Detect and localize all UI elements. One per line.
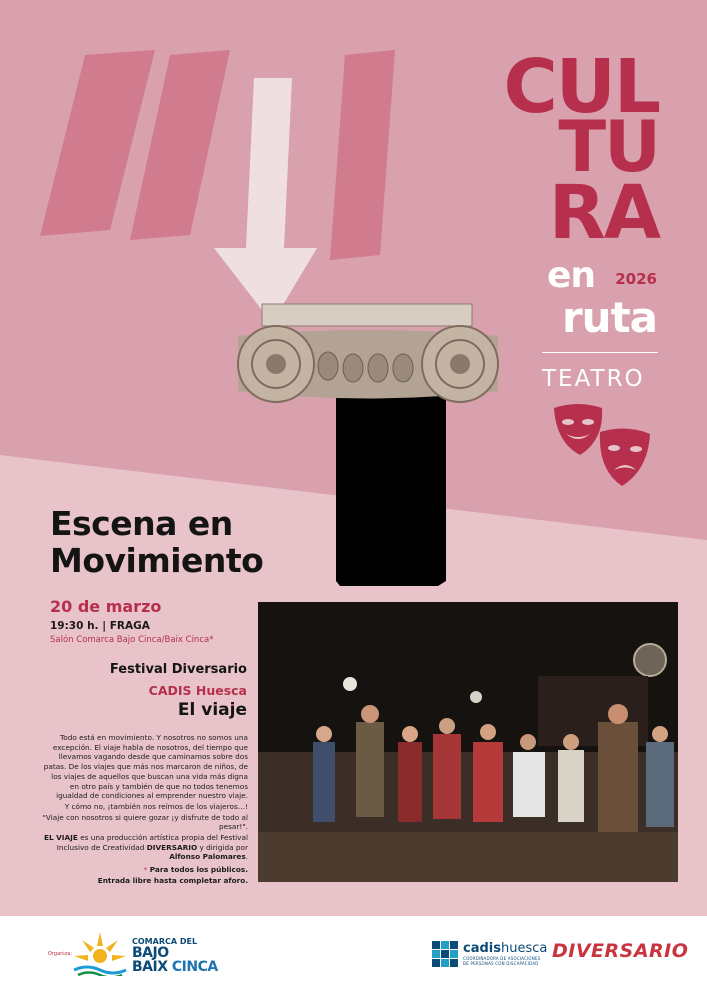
- credit-end: .: [245, 852, 248, 862]
- description-paragraph: Todo está en movimiento. Y nosotros no somos una excepción. El viaje habla de nosotros, del tiempo que llevamos vagando desde que caminamos sobre dos patas. De los viajes que más nos marcaron de niños, de los viajes de aquellos que buscan una vida más digna en otro país y también de que no todos tenemos igualdad de condiciones al emprender nuestro viaje.: [43, 733, 248, 801]
- production-credit: [40, 833, 248, 862]
- description-quote: "Viaje con nosotros si quiere gozar ¡y disfrute de todo al pesar!".: [42, 812, 248, 832]
- organizer-name: CADIS Huesca: [148, 683, 247, 698]
- note-audience: Para todos los públicos.: [147, 865, 248, 875]
- entry-note: [40, 876, 248, 886]
- organizer-label: Organiza:: [48, 951, 73, 957]
- brand-title-line-2: TU: [558, 106, 659, 188]
- cadis-subtitle: COORDINADORA DE ASOCIACIONES DE PERSONAS CON DISCAPACIDAD: [463, 956, 541, 966]
- comarca-line-1: COMARCA DEL: [132, 937, 198, 946]
- brand-title-line-3: RA: [548, 170, 659, 256]
- stage-photo: [258, 602, 678, 882]
- comarca-logo: [132, 938, 218, 974]
- brand-title-line-1: CUL: [503, 44, 659, 130]
- description-aside: Y cómo no, ¡también nos reímos de los viajeros…!: [64, 801, 248, 811]
- arrow-down-icon: [212, 78, 322, 328]
- event-title-line-2: Movimiento: [50, 540, 264, 580]
- cadis-logo: cadishuesca: [463, 941, 548, 956]
- event-title: [50, 506, 263, 580]
- credit-brand: DIVERSARIO: [146, 842, 198, 852]
- note-entry-lead: Entrada libre: [97, 875, 152, 885]
- ionic-column-icon: [228, 296, 508, 596]
- description: [40, 733, 248, 887]
- sun-logo-icon: [72, 930, 128, 976]
- credit-text-2: y dirigida por: [197, 842, 248, 852]
- comarca-line-3: BAIX CINCA: [132, 959, 218, 975]
- event-title-line-1: Escena en: [50, 504, 233, 543]
- cadis-logo-icon: [432, 941, 458, 967]
- credit-lead: EL VIAJE: [43, 833, 78, 843]
- theatre-masks-icon: [552, 400, 652, 492]
- divider: [542, 352, 658, 353]
- brand-ruta: ruta: [561, 293, 657, 342]
- event-time-place: 19:30 h. | FRAGA: [50, 620, 150, 632]
- festival-name: Festival Diversario: [109, 662, 247, 677]
- audience-note: [40, 865, 248, 875]
- brand-year: 2026: [615, 270, 657, 288]
- category-label: TEATRO: [542, 366, 645, 392]
- credit-director: Alfonso Palomares: [169, 852, 246, 862]
- comarca-line-2: BAJO: [132, 945, 169, 961]
- brand-en: en: [546, 255, 595, 296]
- work-title: El viaje: [177, 700, 247, 720]
- event-venue: Salón Comarca Bajo Cinca/Baix Cinca*: [50, 635, 214, 645]
- credit-text-1: es una producción artística propia del Festival Inclusivo de Creatividad: [56, 833, 248, 852]
- note-star: *: [143, 865, 148, 875]
- diversario-logo: DIVERSARIO: [552, 940, 689, 962]
- event-date: 20 de marzo: [50, 597, 162, 616]
- note-entry-rest: hasta completar aforo.: [151, 875, 248, 885]
